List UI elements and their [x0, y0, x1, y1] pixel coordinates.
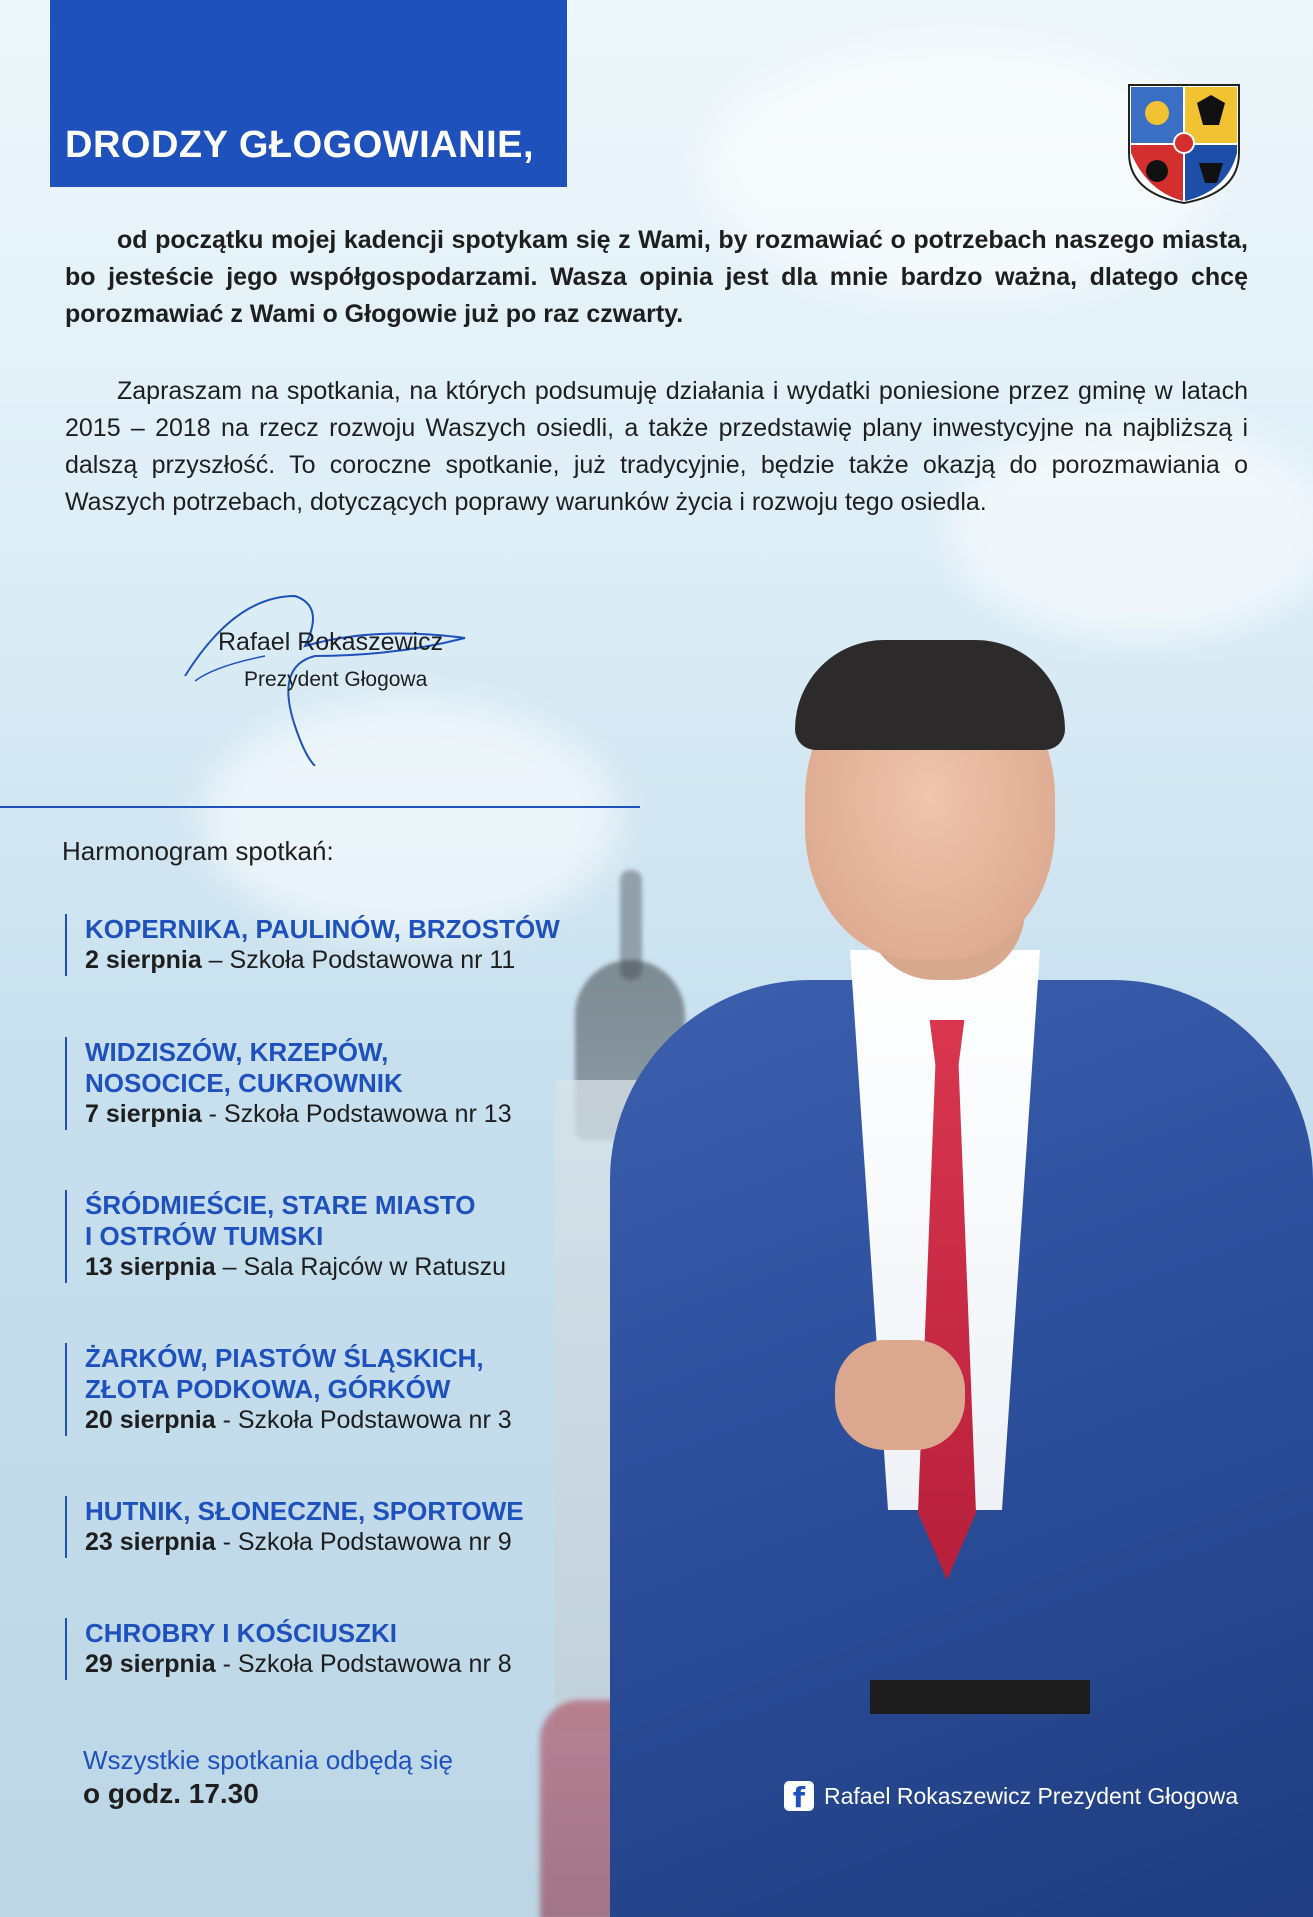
hand — [835, 1340, 965, 1450]
schedule-entry — [65, 1496, 645, 1558]
entry-date: 7 sierpnia — [85, 1100, 202, 1128]
facebook-link[interactable] — [784, 1781, 1238, 1811]
entry-separator: – — [201, 946, 230, 974]
schedule-entry — [65, 914, 645, 976]
mayor-photo — [600, 640, 1313, 1917]
letter-paragraph-1: od początku mojej kadencji spotykam się z Wami, by rozmawiać o potrzebach naszego miasta, bo jesteście jego współgospodarzami. Wasza opinia jest dla mnie bardzo ważna, dlatego chcę porozmawiać z Wami o Głogowie już po raz czwarty. — [65, 226, 1248, 328]
entry-venue: Szkoła Podstawowa nr 13 — [223, 1100, 512, 1128]
entry-separator: - — [215, 1406, 238, 1434]
entry-place: CHROBRY I KOŚCIUSZKI — [85, 1618, 398, 1648]
page-title: DRODZY GŁOGOWIANIE, — [65, 124, 535, 166]
entry-details — [85, 945, 645, 976]
entry-date: 23 sierpnia — [85, 1528, 216, 1556]
entry-separator: - — [201, 1100, 224, 1128]
schedule-title: Harmonogram spotkań: — [62, 836, 334, 866]
entry-separator: - — [215, 1528, 238, 1556]
schedule-entry — [65, 1190, 645, 1283]
entry-date: 2 sierpnia — [85, 946, 202, 974]
entry-place: I OSTRÓW TUMSKI — [85, 1221, 324, 1251]
entry-details — [85, 1649, 645, 1680]
entry-venue: Szkoła Podstawowa nr 3 — [237, 1406, 512, 1434]
hair — [795, 640, 1065, 750]
entry-place: WIDZISZÓW, KRZEPÓW, — [85, 1037, 389, 1067]
entry-details — [85, 1405, 645, 1436]
entry-place: ZŁOTA PODKOWA, GÓRKÓW — [85, 1374, 451, 1404]
entry-place: ŻARKÓW, PIASTÓW ŚLĄSKICH, — [85, 1343, 484, 1373]
facebook-label: Rafael Rokaszewicz Prezydent Głogowa — [824, 1782, 1239, 1809]
entry-place: NOSOCICE, CUKROWNIK — [85, 1068, 403, 1098]
entry-date: 13 sierpnia — [85, 1253, 216, 1281]
entry-venue: Szkoła Podstawowa nr 11 — [229, 946, 516, 974]
entry-date: 29 sierpnia — [85, 1650, 216, 1678]
entry-venue: Sala Rajców w Ratuszu — [243, 1253, 507, 1281]
facebook-icon: f — [784, 1781, 814, 1811]
entry-place: ŚRÓDMIEŚCIE, STARE MIASTO — [85, 1190, 476, 1220]
letter-paragraph-2: Zapraszam na spotkania, na których podsumuję działania i wydatki poniesione przez gminę w latach 2015 – 2018 na rzecz rozwoju Waszych osiedli, a także przedstawię plany inwestycyjne na najbliższą i dalszą przyszłość. To coroczne spotkanie, już tradycyjnie, będzie także okazją do porozmawiania o Waszych potrzebach, dotyczących poprawy warunków życia i rozwoju tego osiedla. — [65, 377, 1248, 516]
entry-separator: – — [215, 1253, 244, 1281]
coat-of-arms-icon — [1127, 83, 1241, 205]
belt — [870, 1680, 1090, 1714]
signature-name: Rafael Rokaszewicz — [218, 628, 444, 656]
entry-venue: Szkoła Podstawowa nr 8 — [237, 1650, 512, 1678]
entry-details — [85, 1252, 645, 1283]
divider — [0, 806, 640, 808]
schedule-entry — [65, 1037, 645, 1130]
schedule-entry — [65, 1618, 645, 1680]
entry-date: 20 sierpnia — [85, 1406, 216, 1434]
entry-details — [85, 1527, 645, 1558]
entry-separator: - — [215, 1650, 238, 1678]
schedule-entry — [65, 1343, 645, 1436]
footer-note: Wszystkie spotkania odbędą się — [83, 1745, 453, 1775]
entry-place: HUTNIK, SŁONECZNE, SPORTOWE — [85, 1496, 524, 1526]
entry-place: KOPERNIKA, PAULINÓW, BRZOSTÓW — [85, 914, 560, 944]
signature-role: Prezydent Głogowa — [244, 668, 428, 691]
footer-time: o godz. 17.30 — [83, 1778, 259, 1809]
entry-details — [85, 1099, 645, 1130]
entry-venue: Szkoła Podstawowa nr 9 — [237, 1528, 512, 1556]
